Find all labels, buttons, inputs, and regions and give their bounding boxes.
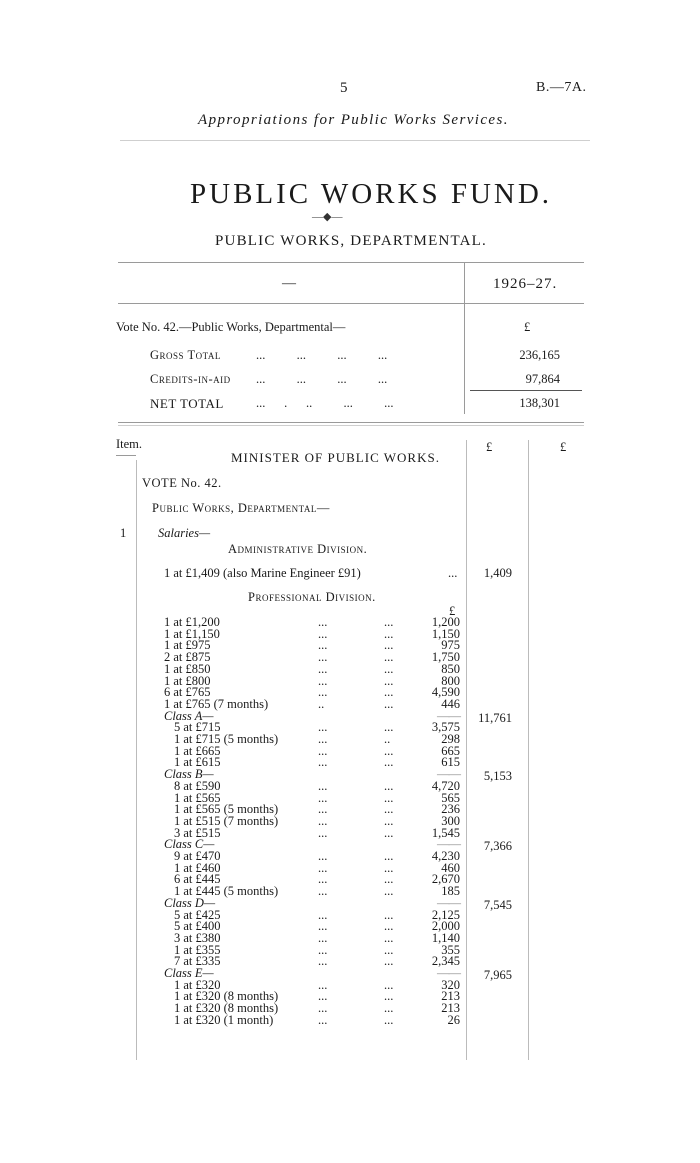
leader-dots: ... [384,685,394,700]
class-heading-row [0,837,700,854]
leader-dots: ... [318,778,328,793]
leader-dots: ... [318,977,328,992]
table-row [0,803,700,815]
leader-dots: ... [384,907,394,922]
leader-dots: ... [384,638,394,653]
line-amount: 2,000 [431,919,460,934]
table-row [0,756,700,768]
leader-dots: ... [448,566,458,580]
table-row [0,990,700,1002]
leader-dots: ... [318,954,328,969]
class-total: 7,545 [483,897,512,912]
salary-line-text: 1 at £355 [174,942,221,957]
table-row [0,686,700,698]
line-amount: 4,590 [431,685,460,700]
minister-heading: MINISTER OF PUBLIC WORKS. [231,450,440,465]
salary-line-text: 1 at £800 [164,673,211,688]
table-bottom-rule [118,422,584,423]
salary-line-text: 1 at £320 (8 months) [174,989,279,1004]
leader-dots: ... [384,919,394,934]
salary-line-text: 5 at £400 [174,919,221,934]
net-total-label: NET TOTAL [150,396,224,411]
salary-line-text: 3 at £380 [174,930,221,945]
leader-dots: ... [318,825,328,840]
table-row [0,955,700,967]
running-title: Appropriations for Public Works Services. [198,112,509,128]
table-row [0,827,700,839]
leader-dots: ... [318,907,328,922]
table-row [0,885,700,897]
gross-total-label: Gross Total [150,348,221,362]
leader-dots: ... [384,849,394,863]
table-row [0,920,700,932]
leader-dots: ... [384,954,394,969]
credits-in-aid-amount: 97,864 [525,372,560,386]
salary-line-text: 1 at £975 [164,638,211,653]
leader-dots: ... [384,1012,394,1027]
class-heading: Class E— [164,966,214,980]
salary-line-text: 3 at £515 [174,825,221,840]
line-amount: 1,750 [431,650,460,665]
pound-symbol: £ [524,320,531,334]
subtotal-rule-mark: —— [437,966,460,980]
leader-dots: ... [318,872,328,887]
leader-dots: ... [318,813,328,828]
table-row [0,944,700,956]
leader-dots: ... [384,696,394,711]
table-top-rule [118,262,584,263]
leader-dots: ... [318,732,328,746]
leader-dots: ... [318,989,328,1004]
line-amount: 975 [441,638,460,653]
line-amount: 4,230 [431,849,460,863]
leader-dots: ... [318,615,328,629]
leader-dots: ... ... ... ... [256,348,388,362]
salary-line-text: 1 at £1,200 [164,615,220,629]
line-amount: 615 [441,755,460,770]
table-row [0,979,700,991]
line-amount: 355 [441,942,460,957]
table-row [0,698,700,710]
credits-in-aid-label: Credits-in-aid [150,372,231,386]
table-row [0,745,700,757]
line-amount: 2,345 [431,954,460,969]
item-rule [116,455,136,456]
class-total: 5,153 [483,769,512,784]
leader-dots: ... [384,790,394,805]
leader-dots: ... [384,743,394,758]
leader-dots: ... [384,778,394,793]
leader-dots: ... [384,650,394,665]
page-title: PUBLIC WORKS FUND. [190,178,553,210]
line-amount: 665 [441,743,460,758]
salary-line-text: 1 at £850 [164,661,211,676]
section-heading: PUBLIC WORKS, DEPARTMENTAL. [215,233,487,249]
leader-dots: ... [384,626,394,641]
line-amount: 800 [441,673,460,688]
leader-dots: ... [384,802,394,817]
gross-total-amount: 236,165 [519,348,560,362]
leader-dots: .. [384,732,391,746]
line-amount: 4,720 [431,778,460,793]
table-row [0,675,700,687]
salary-line-text: 1 at £320 [174,977,221,992]
public-works-heading: Public Works, Departmental— [152,501,330,515]
line-amount: 300 [441,813,460,828]
leader-dots: ... [384,720,394,735]
line-amount: 1,140 [431,930,460,945]
salary-line-text: 1 at £320 (1 month) [174,1012,274,1027]
line-amount: 185 [441,884,460,899]
salary-line-text: 1 at £715 (5 months) [174,732,279,746]
leader-dots: ... [318,755,328,770]
line-amount: 1,545 [431,825,460,840]
admin-line: 1 at £1,409 (also Marine Engineer £91) [164,566,361,580]
leader-dots: ... [384,989,394,1004]
salary-line-text: 8 at £590 [174,778,221,793]
class-heading-row [0,895,700,912]
leader-dots: ... [384,1001,394,1016]
table-row [0,721,700,733]
line-amount: 565 [441,790,460,805]
subtotal-rule [470,390,582,391]
subtotal-rule-mark: —— [437,895,460,910]
class-heading: Class C— [164,837,215,852]
administrative-division-heading: Administrative Division. [228,542,368,556]
salary-line-text: 2 at £875 [164,650,211,665]
salary-line-text: 5 at £715 [174,720,221,735]
salary-line-text: 1 at £615 [174,755,221,770]
leader-dots: ... [384,813,394,828]
net-total-amount: 138,301 [519,396,560,410]
pound-column-b: £ [560,440,567,454]
leader-dots: ... [318,661,328,676]
line-amount: 850 [441,661,460,676]
leader-dots: ... [384,755,394,770]
table-row [0,780,700,792]
leader-dots: ... [384,884,394,899]
leader-dots: ... [318,849,328,863]
table-row [0,815,700,827]
table-row [0,873,700,885]
column-header-year: 1926–27. [493,276,558,292]
leader-dots: ... [318,743,328,758]
class-heading-row [0,708,700,725]
leader-dots: ... [318,942,328,957]
leader-dots: ... [384,860,394,875]
salary-line-text: 1 at £565 (5 months) [174,802,279,817]
salary-line-text: 1 at £445 (5 months) [174,884,279,899]
leader-dots: ... [318,626,328,641]
salary-line-text: 6 at £765 [164,685,211,700]
item-number: 1 [120,526,127,540]
line-amount: 1,150 [431,626,460,641]
leader-dots: ... [318,884,328,899]
leader-dots: ... ... ... ... [256,372,388,386]
class-heading-row [0,966,700,982]
salary-line-text: 1 at £320 (8 months) [174,1001,279,1016]
line-amount: 213 [441,989,460,1004]
document-reference: B.—7A. [536,80,587,95]
table-row [0,792,700,804]
leader-dots: ... [318,720,328,735]
leader-dots: ... [318,1012,328,1027]
salary-line-text: 1 at £515 (7 months) [174,813,279,828]
line-amount: 2,125 [431,907,460,922]
header-rule [120,140,590,141]
line-amount: 298 [441,732,460,746]
class-heading: Class D— [164,895,216,910]
table-row [0,628,700,640]
table-header-rule [118,303,584,304]
ornament-divider: —◆— [312,211,343,223]
salary-line-text: 1 at £1,150 [164,626,220,641]
leader-dots: ... [318,860,328,875]
class-total: 7,965 [483,968,512,982]
line-amount: 26 [447,1012,460,1027]
leader-dots: ... [318,1001,328,1016]
leader-dots: ... [384,615,394,629]
line-amount: 1,200 [431,615,460,629]
vote-line: Vote No. 42.—Public Works, Departmental— [116,320,346,334]
leader-dots: ... [384,872,394,887]
salary-line-text: 6 at £445 [174,872,221,887]
vote-number: VOTE No. 42. [142,476,222,490]
table-row [0,663,700,675]
leader-dots: ... [318,790,328,805]
salary-line-text: 1 at £765 (7 months) [164,696,269,711]
line-amount: 213 [441,1001,460,1016]
leader-dots: ... [318,802,328,817]
line-amount: 446 [441,696,460,711]
page-number: 5 [340,80,348,96]
column-header-dash: — [282,276,296,291]
leader-dots: .. [318,696,325,711]
table-row [0,651,700,663]
table-row [0,639,700,651]
leader-dots: ... [384,942,394,957]
line-amount: 236 [441,802,460,817]
table-bottom-rule-double [118,425,584,426]
leader-dots: ... [318,650,328,665]
class-heading: Class A— [164,708,214,723]
pound-column-a: £ [486,440,493,454]
leader-dots: ... [384,673,394,688]
table-row [0,909,700,921]
table-row [0,1014,700,1026]
salary-line-text: 7 at £335 [174,954,221,969]
salary-line-text: 5 at £425 [174,907,221,922]
leader-dots: ... [318,919,328,934]
leader-dots: ... [384,825,394,840]
table-row [0,862,700,874]
table-row [0,850,700,862]
class-heading: Class B— [164,767,214,782]
item-column-header: Item. [116,437,143,451]
leader-dots: ... [384,930,394,945]
leader-dots: ... [318,638,328,653]
subtotal-rule-mark: —— [437,767,460,782]
admin-amount: 1,409 [483,566,512,580]
column-divider [464,262,465,414]
salary-line-text: 1 at £460 [174,860,221,875]
salary-line-text: 1 at £665 [174,743,221,758]
line-amount: 3,575 [431,720,460,735]
leader-dots: ... . .. ... ... [256,396,394,410]
leader-dots: ... [318,673,328,688]
leader-dots: ... [318,930,328,945]
leader-dots: ... [384,661,394,676]
salary-line-text: 1 at £565 [174,790,221,805]
table-row [0,932,700,944]
class-heading-row [0,767,700,784]
line-amount: 2,670 [431,872,460,887]
table-row [0,616,700,628]
table-row [0,733,700,745]
salary-line-text: 9 at £470 [174,849,221,863]
line-amount: 460 [441,860,460,875]
subtotal-rule-mark: —— [437,837,460,852]
pound-inner: £ [449,604,456,618]
leader-dots: ... [384,977,394,992]
table-row [0,1002,700,1014]
line-amount: 320 [441,977,460,992]
salaries-heading: Salaries— [158,526,211,540]
class-total: 7,366 [483,839,512,854]
professional-division-heading: Professional Division. [248,590,376,604]
leader-dots: ... [318,685,328,700]
class-total: 11,761 [478,710,512,725]
subtotal-rule-mark: —— [437,708,460,723]
